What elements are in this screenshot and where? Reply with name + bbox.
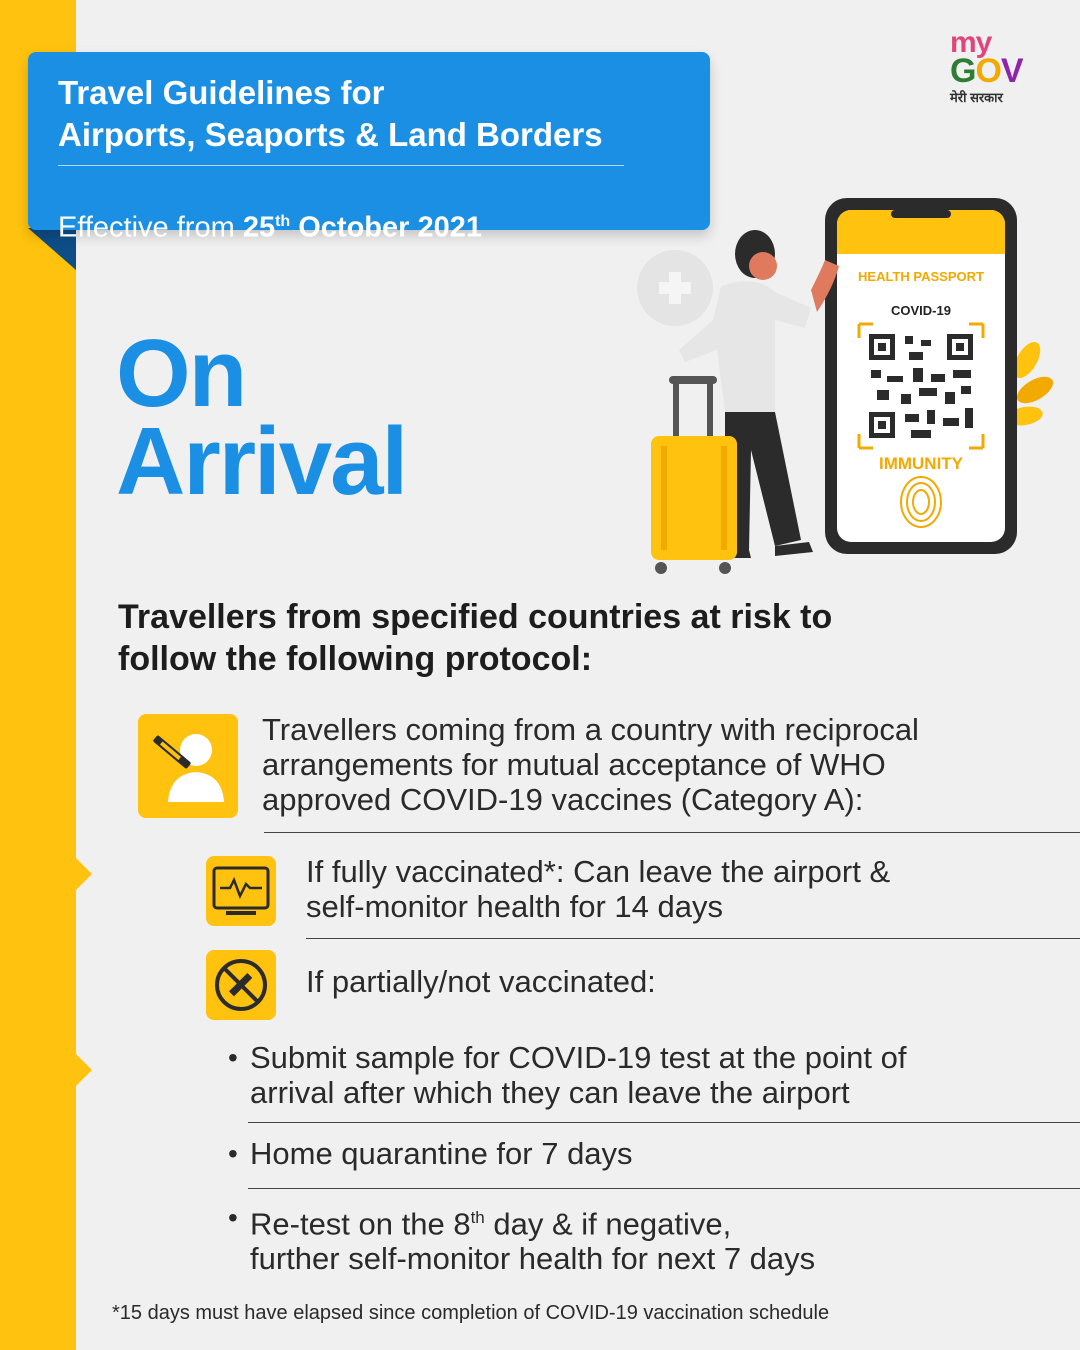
bullet-dot-icon: • bbox=[228, 1138, 238, 1169]
divider-1 bbox=[264, 832, 1080, 833]
fully-vaccinated-text bbox=[306, 854, 1066, 924]
category-a-text bbox=[262, 712, 1052, 817]
protocol-heading-line1: Travellers from specified countries at risk to bbox=[118, 598, 833, 636]
divider-4 bbox=[248, 1188, 1080, 1189]
fully-line2: self-monitor health for 14 days bbox=[306, 889, 723, 924]
no-vaccine-icon bbox=[206, 950, 276, 1020]
fully-line1: If fully vaccinated*: Can leave the airport & bbox=[306, 854, 891, 889]
hero-title bbox=[116, 320, 407, 515]
bullet-retest-line2: further self-monitor health for next 7 days bbox=[250, 1241, 816, 1277]
banner-title bbox=[58, 72, 603, 156]
bullet-dot-icon: • bbox=[228, 1042, 238, 1073]
effective-date bbox=[58, 212, 482, 245]
phone-immunity: IMMUNITY bbox=[878, 454, 964, 473]
divider-2 bbox=[306, 938, 1080, 939]
qr-code-icon bbox=[859, 324, 983, 448]
protocol-heading bbox=[118, 596, 1018, 680]
divider-3 bbox=[248, 1122, 1080, 1123]
effective-day: 25 bbox=[242, 211, 276, 244]
logo-hindi: मेरी सरकार bbox=[950, 90, 1003, 105]
effective-day-suffix: th bbox=[275, 212, 291, 230]
bullet-test-line1: Submit sample for COVID-19 test at the point of bbox=[250, 1040, 907, 1075]
phone-graphic bbox=[825, 198, 1017, 554]
bullet-test-line2: arrival after which they can leave the airport bbox=[250, 1075, 850, 1110]
suitcase-icon bbox=[651, 376, 737, 574]
category-a-line1: Travellers coming from a country with reciprocal bbox=[262, 712, 919, 747]
logo-my: my bbox=[950, 26, 992, 59]
bullet-retest bbox=[228, 1200, 1048, 1277]
title-banner bbox=[28, 52, 710, 244]
bullet-quarantine-text: Home quarantine for 7 days bbox=[250, 1136, 633, 1171]
mygov-logo bbox=[950, 26, 1050, 106]
left-notch-1 bbox=[76, 858, 92, 890]
effective-rest: October 2021 bbox=[298, 211, 483, 244]
phone-header: HEALTH PASSPORT bbox=[858, 269, 984, 284]
banner-title-line2: Airports, Seaports & Land Borders bbox=[58, 116, 603, 153]
left-notch-2 bbox=[76, 1054, 92, 1086]
health-monitor-icon bbox=[206, 856, 276, 926]
vaccine-person-icon bbox=[138, 714, 238, 818]
bullet-test bbox=[228, 1040, 1048, 1112]
banner-rule bbox=[58, 165, 624, 166]
bullet-quarantine bbox=[228, 1136, 1048, 1172]
hero-line1: On bbox=[116, 320, 246, 427]
bullet-dot-icon: • bbox=[228, 1202, 238, 1233]
hero-line2: Arrival bbox=[116, 408, 407, 515]
banner-title-line1: Travel Guidelines for bbox=[58, 74, 385, 111]
logo-gov: GOV bbox=[950, 52, 1023, 90]
traveller-illustration bbox=[625, 180, 1065, 580]
protocol-heading-line2: follow the following protocol: bbox=[118, 640, 593, 678]
bullet-retest-line1: Re-test on the 8th day & if negative, bbox=[250, 1206, 732, 1242]
partially-vaccinated-text: If partially/not vaccinated: bbox=[306, 964, 656, 999]
footnote: *15 days must have elapsed since completion of COVID-19 vaccination schedule bbox=[112, 1302, 830, 1324]
category-a-line3: approved COVID-19 vaccines (Category A): bbox=[262, 782, 864, 817]
phone-label: COVID-19 bbox=[891, 303, 951, 318]
category-a-line2: arrangements for mutual acceptance of WHO bbox=[262, 747, 886, 782]
effective-prefix: Effective from bbox=[58, 211, 235, 244]
